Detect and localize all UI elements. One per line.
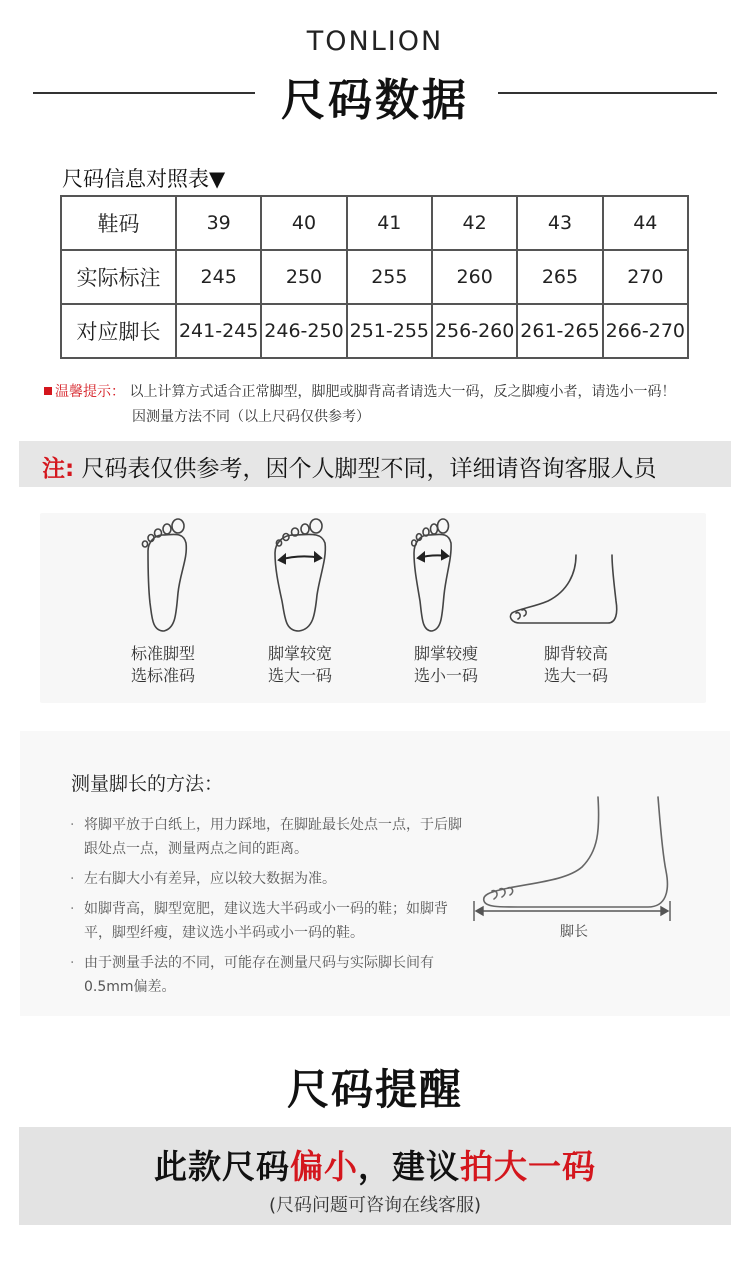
foot-types-panel xyxy=(40,513,706,703)
reminder-main-text xyxy=(19,1141,731,1188)
table-cell: 39 xyxy=(176,196,261,250)
foot-type-caption xyxy=(506,643,646,687)
standard-foot-icon xyxy=(128,513,268,643)
table-cell: 265 xyxy=(517,250,602,304)
foot-type-caption xyxy=(376,643,516,687)
table-cell: 261-265 xyxy=(517,304,602,358)
reminder-text-d: 拍大一码 xyxy=(460,1147,596,1186)
foot-type-caption xyxy=(93,643,233,687)
foot-type-line2: 选小一码 xyxy=(413,666,478,685)
table-cell: 40 xyxy=(261,196,346,250)
foot-type-line1: 脚掌较宽 xyxy=(267,644,332,663)
table-row-foot-length xyxy=(61,304,688,358)
table-cell: 270 xyxy=(603,250,688,304)
row-label: 对应脚长 xyxy=(61,304,176,358)
measure-panel xyxy=(20,731,730,1016)
table-cell: 43 xyxy=(517,196,602,250)
table-cell: 241-245 xyxy=(176,304,261,358)
measure-step: · 左右脚大小有差异，应以较大数据为准。 xyxy=(70,867,470,891)
reminder-text-a: 此款尺码 xyxy=(154,1147,290,1186)
tip-text: 以上计算方式适合正常脚型，脚肥或脚背高者请选大一码，反之脚瘦小者，请选小一码！ xyxy=(129,384,676,400)
note-text: 尺码表仅供参考，因个人脚型不同，详细请咨询客服人员 xyxy=(81,456,657,482)
table-cell: 42 xyxy=(432,196,517,250)
table-cell: 266-270 xyxy=(603,304,688,358)
foot-type-line1: 标准脚型 xyxy=(130,644,195,663)
table-cell: 44 xyxy=(603,196,688,250)
foot-type-line2: 选大一码 xyxy=(543,666,608,685)
warm-tip xyxy=(44,380,714,430)
foot-type-line2: 选大一码 xyxy=(267,666,332,685)
foot-length-label: 脚长 xyxy=(560,924,588,940)
reminder-sub-text: (尺码问题可咨询在线客服) xyxy=(268,1195,482,1216)
foot-type-caption xyxy=(230,643,370,687)
table-cell: 245 xyxy=(176,250,261,304)
page-title: 尺码数据 xyxy=(281,75,469,126)
size-table xyxy=(60,195,689,359)
note-text-wrap xyxy=(42,450,657,483)
foot-type-high-instep xyxy=(508,513,648,703)
tip-label: 温馨提示： xyxy=(55,384,125,400)
reminder-text-c: ，建议 xyxy=(358,1147,460,1186)
table-row-shoe-size xyxy=(61,196,688,250)
table-cell: 250 xyxy=(261,250,346,304)
reminder-box xyxy=(19,1127,731,1225)
row-label: 鞋码 xyxy=(61,196,176,250)
wide-foot-icon xyxy=(265,513,405,643)
measure-steps xyxy=(70,813,470,1005)
bullet-square-icon xyxy=(44,387,52,395)
foot-type-line2: 选标准码 xyxy=(130,666,195,685)
table-cell: 246-250 xyxy=(261,304,346,358)
note-prefix: 注: xyxy=(42,456,75,482)
table-cell: 260 xyxy=(432,250,517,304)
measure-step: · 如脚背高，脚型宽肥，建议选大半码或小一码的鞋；如脚背平，脚型纤瘦，建议选小半码或小一码的鞋。 xyxy=(70,897,470,945)
reminder-text-b: 偏小 xyxy=(290,1147,358,1186)
high-instep-foot-icon xyxy=(508,513,648,643)
tip-line-2: 因测量方法不同（以上尺码仅供参考） xyxy=(132,409,370,425)
table-row-label-size xyxy=(61,250,688,304)
brand-name: TONLION xyxy=(306,26,444,57)
table-cell: 251-255 xyxy=(347,304,432,358)
measure-step: · 由于测量手法的不同，可能存在测量尺码与实际脚长间有0.5mm偏差。 xyxy=(70,951,470,999)
table-cell: 256-260 xyxy=(432,304,517,358)
reminder-title: 尺码提醒 xyxy=(286,1065,463,1114)
foot-type-line1: 脚掌较瘦 xyxy=(413,644,478,663)
measure-step: · 将脚平放于白纸上，用力踩地，在脚趾最长处点一点，于后脚跟处点一点，测量两点之间的距离。 xyxy=(70,813,470,861)
row-label: 实际标注 xyxy=(61,250,176,304)
foot-type-line1: 脚背较高 xyxy=(543,644,608,663)
table-cell: 255 xyxy=(347,250,432,304)
measure-title: 测量脚长的方法： xyxy=(71,773,224,795)
table-cell: 41 xyxy=(347,196,432,250)
table-caption: 尺码信息对照表▼ xyxy=(62,167,226,191)
tip-line-1 xyxy=(44,380,714,405)
note-bar xyxy=(19,441,731,487)
